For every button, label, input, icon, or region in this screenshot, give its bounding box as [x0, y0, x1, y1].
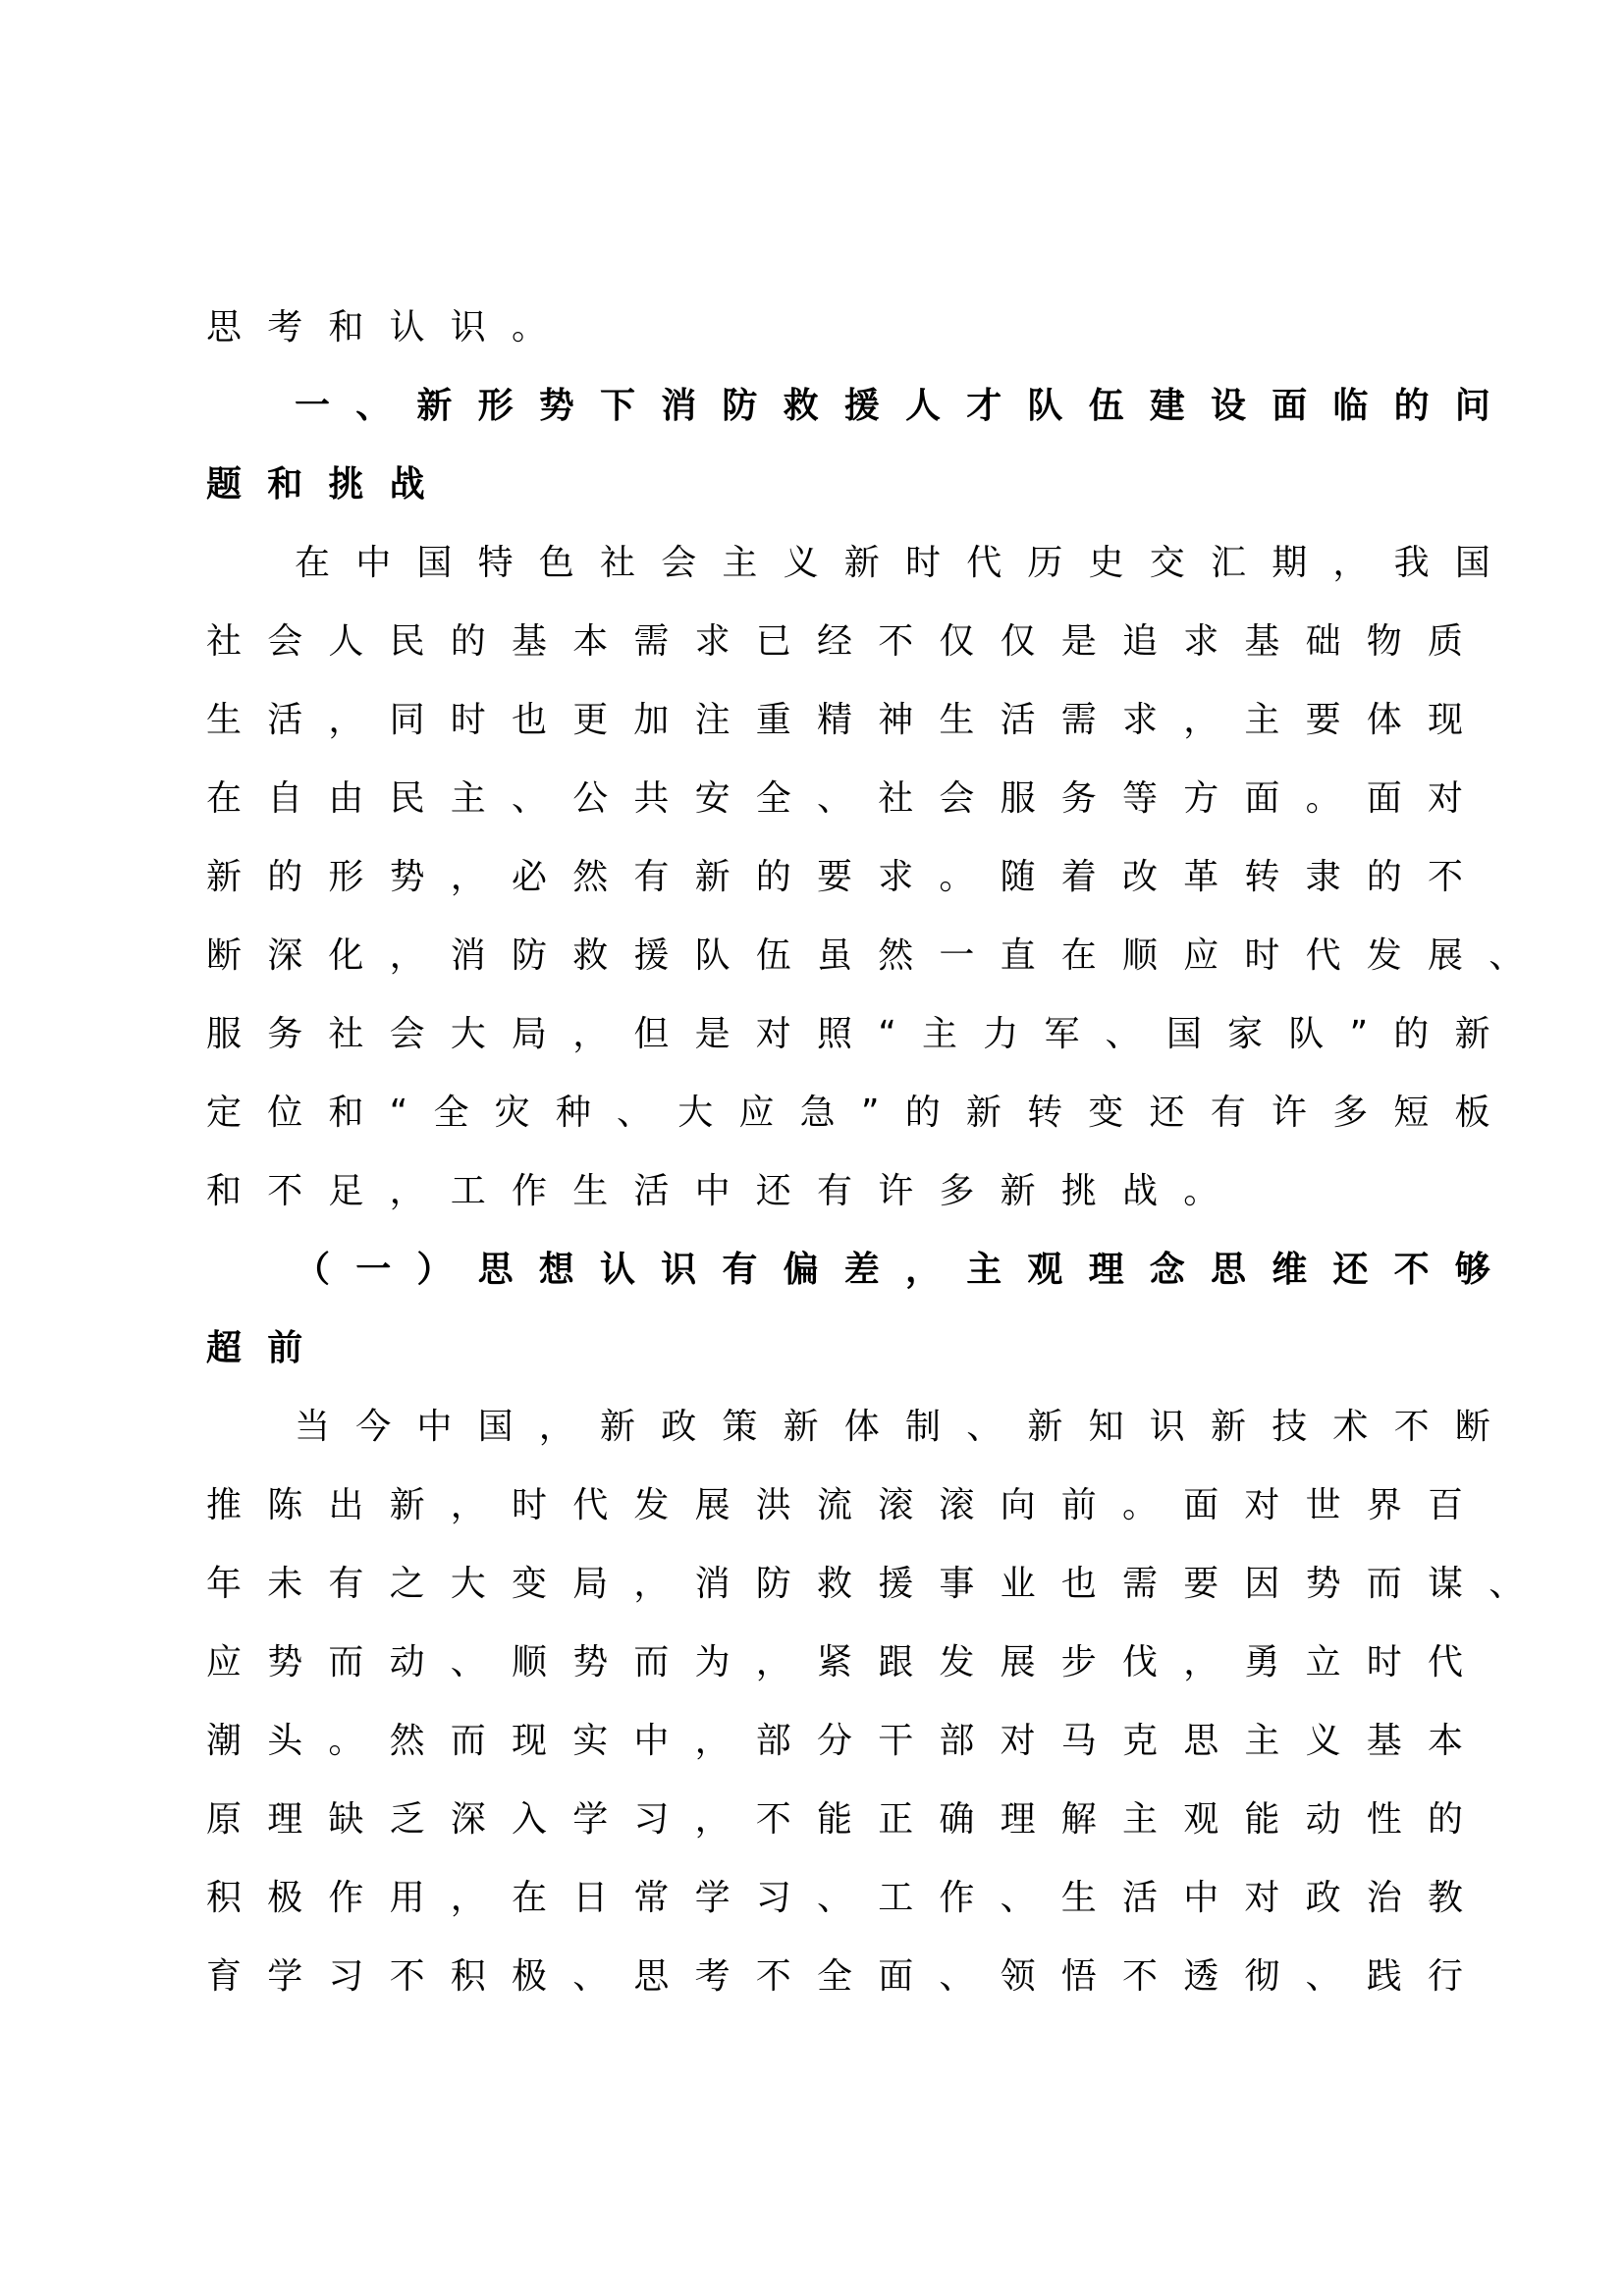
text-line: 生活，同时也更加注重精神生活需求，主要体现: [206, 700, 1489, 740]
text-line: 断深化，消防救援队伍虽然一直在顺应时代发展、: [206, 935, 1550, 976]
subsection-heading-continued: 超前: [206, 1328, 329, 1368]
section-heading-continued: 题和挑战: [206, 464, 451, 505]
text-line: 育学习不积极、思考不全面、领悟不透彻、践行: [206, 1956, 1489, 1997]
text-line: 潮头。然而现实中，部分干部对马克思主义基本: [206, 1721, 1489, 1761]
text-line: 年未有之大变局，消防救援事业也需要因势而谋、: [206, 1564, 1550, 1604]
text-line: 思考和认识。: [206, 307, 573, 347]
text-line: 服务社会大局，但是对照“主力军、国家队”的新: [206, 1014, 1516, 1054]
text-line: 定位和“全灾种、大应急”的新转变还有许多短板: [206, 1093, 1516, 1133]
text-line: 和不足，工作生活中还有许多新挑战。: [206, 1171, 1245, 1211]
paragraph-first-line: 当今中国，新政策新体制、新知识新技术不断: [295, 1407, 1517, 1447]
text-line: 原理缺乏深入学习，不能正确理解主观能动性的: [206, 1799, 1489, 1840]
text-line: 新的形势，必然有新的要求。随着改革转隶的不: [206, 857, 1489, 897]
text-line: 应势而动、顺势而为，紧跟发展步伐，勇立时代: [206, 1642, 1489, 1682]
text-line: 推陈出新，时代发展洪流滚滚向前。面对世界百: [206, 1485, 1489, 1525]
text-line: 在自由民主、公共安全、社会服务等方面。面对: [206, 778, 1489, 819]
subsection-heading: （一）思想认识有偏差，主观理念思维还不够: [295, 1250, 1517, 1290]
text-line: 积极作用，在日常学习、工作、生活中对政治教: [206, 1878, 1489, 1918]
text-line: 社会人民的基本需求已经不仅仅是追求基础物质: [206, 621, 1489, 662]
paragraph-first-line: 在中国特色社会主义新时代历史交汇期，我国: [295, 543, 1517, 583]
section-heading: 一、新形势下消防救援人才队伍建设面临的问: [295, 386, 1517, 426]
